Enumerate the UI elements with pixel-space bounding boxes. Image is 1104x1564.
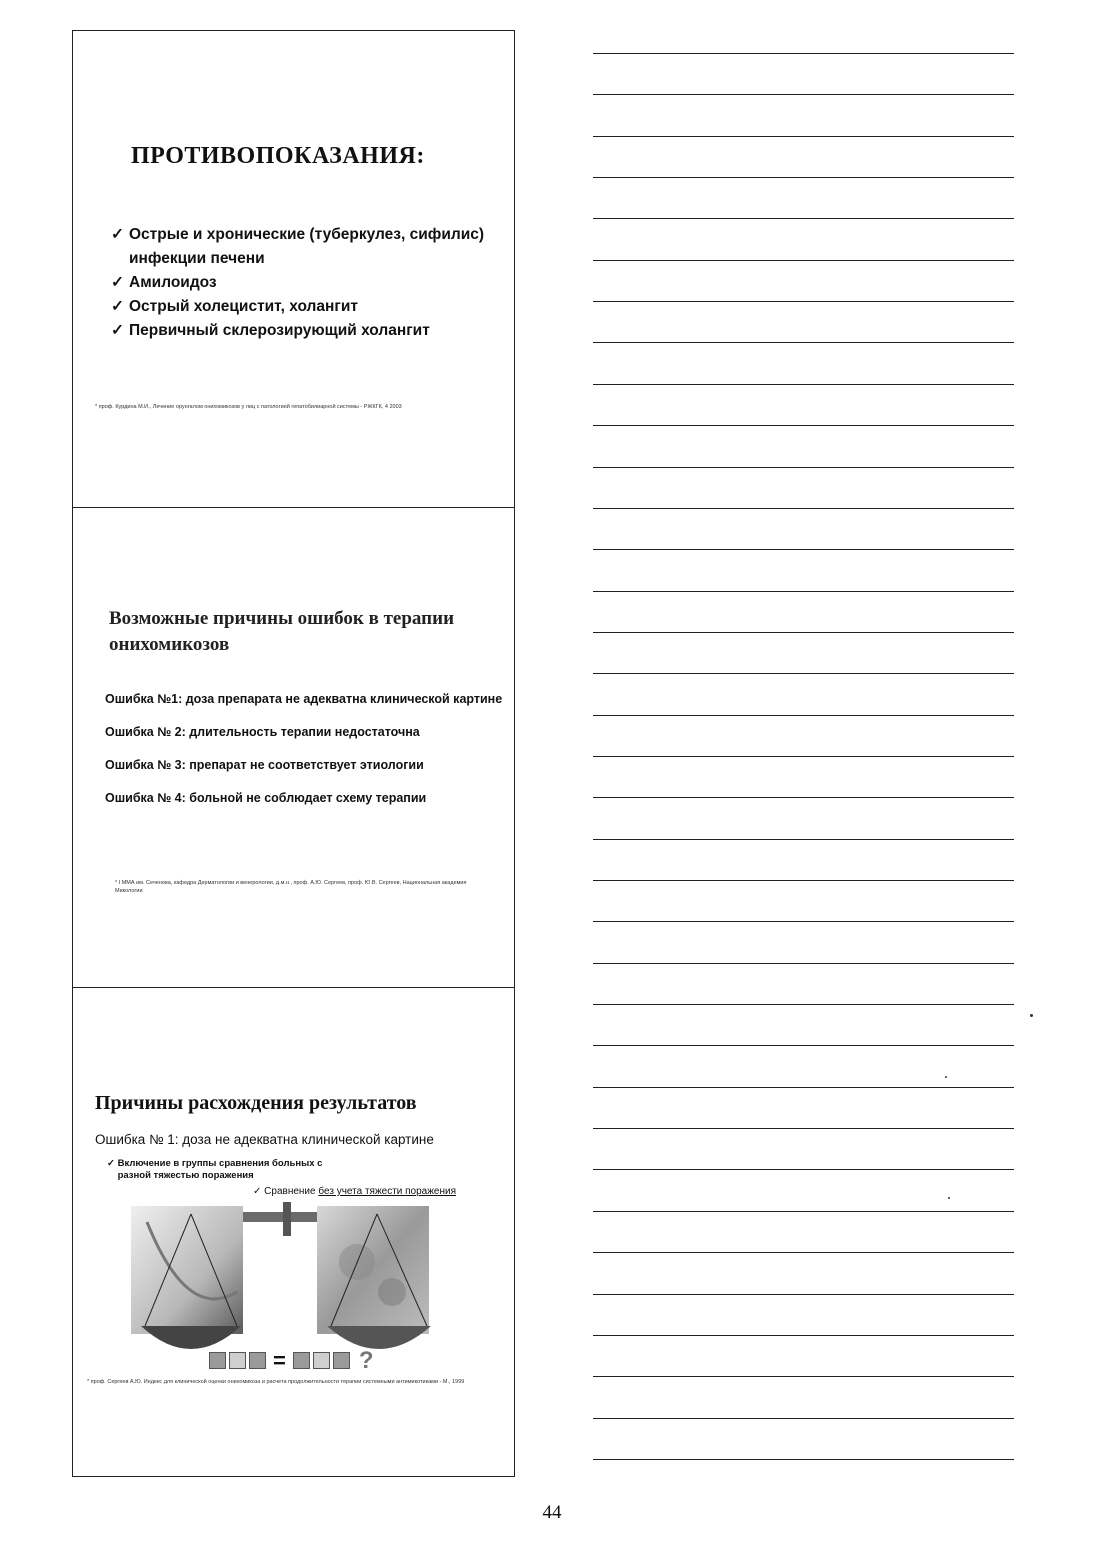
slide-discrepancy-causes bbox=[72, 987, 515, 1477]
note-line bbox=[593, 963, 1014, 964]
severity-equation bbox=[209, 1347, 374, 1374]
scale-beam bbox=[243, 1212, 317, 1222]
bullet-item: ✓ Первичный склерозирующий холангит bbox=[111, 319, 506, 343]
note-line bbox=[593, 839, 1014, 840]
slide-title: Причины расхождения результатов bbox=[95, 1092, 417, 1114]
note-line bbox=[593, 384, 1014, 385]
scale-pan-left bbox=[141, 1326, 241, 1349]
note-line bbox=[593, 1087, 1014, 1088]
note-line bbox=[593, 94, 1014, 95]
note-line bbox=[593, 1169, 1014, 1170]
note-line bbox=[593, 921, 1014, 922]
note-line bbox=[593, 467, 1014, 468]
comparison-item: ✓ Включение в группы сравнения больных с разной тяжестью поражения bbox=[107, 1158, 323, 1181]
note-line bbox=[593, 1294, 1014, 1295]
bullet-item: ✓ Острые и хронические (туберкулез, сифилис) инфекции печени bbox=[111, 223, 506, 271]
note-line bbox=[593, 1004, 1014, 1005]
scan-speck bbox=[1030, 1014, 1033, 1017]
note-line bbox=[593, 756, 1014, 757]
bullet-item: ✓ Острый холецистит, холангит bbox=[111, 295, 506, 319]
slide-title: Возможные причины ошибок в терапии онихомикозов bbox=[109, 608, 455, 655]
note-line bbox=[593, 1128, 1014, 1129]
slide-contraindications bbox=[72, 30, 515, 508]
note-line bbox=[593, 136, 1014, 137]
scan-speck bbox=[948, 1197, 950, 1199]
note-line bbox=[593, 673, 1014, 674]
checkmark-icon: ✓ bbox=[253, 1186, 265, 1197]
error-item: Ошибка № 3: препарат не соответствует этиологии bbox=[105, 758, 424, 772]
error-item: Ошибка № 2: длительность терапии недостаточна bbox=[105, 725, 420, 739]
nail-thumbnail bbox=[229, 1352, 246, 1369]
note-line bbox=[593, 1045, 1014, 1046]
note-line bbox=[593, 1418, 1014, 1419]
nail-thumbnail bbox=[293, 1352, 310, 1369]
note-line bbox=[593, 1376, 1014, 1377]
note-line bbox=[593, 508, 1014, 509]
checkmark-icon: ✓ bbox=[111, 226, 124, 243]
note-line bbox=[593, 591, 1014, 592]
note-line bbox=[593, 53, 1014, 54]
note-line bbox=[593, 1252, 1014, 1253]
checkmark-icon: ✓ bbox=[111, 322, 124, 339]
equals-sign: = bbox=[273, 1348, 286, 1373]
note-line bbox=[593, 301, 1014, 302]
note-line bbox=[593, 797, 1014, 798]
note-line bbox=[593, 1335, 1014, 1336]
scan-speck bbox=[945, 1076, 947, 1078]
checkmark-icon: ✓ bbox=[107, 1158, 118, 1169]
slide-title: ПРОТИВОПОКАЗАНИЯ: bbox=[131, 143, 425, 169]
note-line bbox=[593, 715, 1014, 716]
note-line bbox=[593, 425, 1014, 426]
note-line bbox=[593, 177, 1014, 178]
bullet-list bbox=[111, 223, 506, 343]
note-line bbox=[593, 880, 1014, 881]
note-line bbox=[593, 1459, 1014, 1460]
note-line bbox=[593, 342, 1014, 343]
nail-thumbnail bbox=[333, 1352, 350, 1369]
slide-footnote: * проф. Сергеев А.Ю. Индекс для клинической оценки онихомикоза и расчета продолжительности терапии системными антимикотиками - М., 1999 bbox=[87, 1379, 465, 1385]
checkmark-icon: ✓ bbox=[111, 274, 124, 291]
page-number: 44 bbox=[542, 1502, 562, 1523]
nail-thumbnail bbox=[209, 1352, 226, 1369]
note-line bbox=[593, 218, 1014, 219]
slide-footnote: * проф. Курдина М.И., Лечение орунгалом онихомикозов у лиц с патологией гепатобилиарной системы - РЖКГК, 4 2003 bbox=[95, 404, 402, 410]
comparison-item: ✓ Сравнение без учета тяжести поражения bbox=[253, 1186, 457, 1197]
error-item: Ошибка № 4: больной не соблюдает схему терапии bbox=[105, 791, 427, 805]
nail-thumbnail bbox=[249, 1352, 266, 1369]
note-line bbox=[593, 632, 1014, 633]
slide-subtitle: Ошибка № 1: доза не адекватна клинической картине bbox=[95, 1132, 434, 1147]
scale-pan-right bbox=[327, 1326, 431, 1349]
error-list bbox=[105, 691, 505, 823]
note-line bbox=[593, 549, 1014, 550]
bullet-item: ✓ Амилоидоз bbox=[111, 271, 506, 295]
error-item: Ошибка №1: доза препарата не адекватна клинической картине bbox=[105, 692, 503, 706]
checkmark-icon: ✓ bbox=[111, 298, 124, 315]
slide-error-causes bbox=[72, 507, 515, 988]
note-line bbox=[593, 260, 1014, 261]
slide-footnote: * I ММА им. Сеченова, кафедра Дерматологии и венерологии, д.м.н., проф. А.Ю. Сергеев, проф. Ю.В. Сергеев, Национальная академия Микологии bbox=[115, 880, 467, 894]
question-mark: ? bbox=[358, 1347, 374, 1374]
note-line bbox=[593, 1211, 1014, 1212]
nail-thumbnail bbox=[313, 1352, 330, 1369]
